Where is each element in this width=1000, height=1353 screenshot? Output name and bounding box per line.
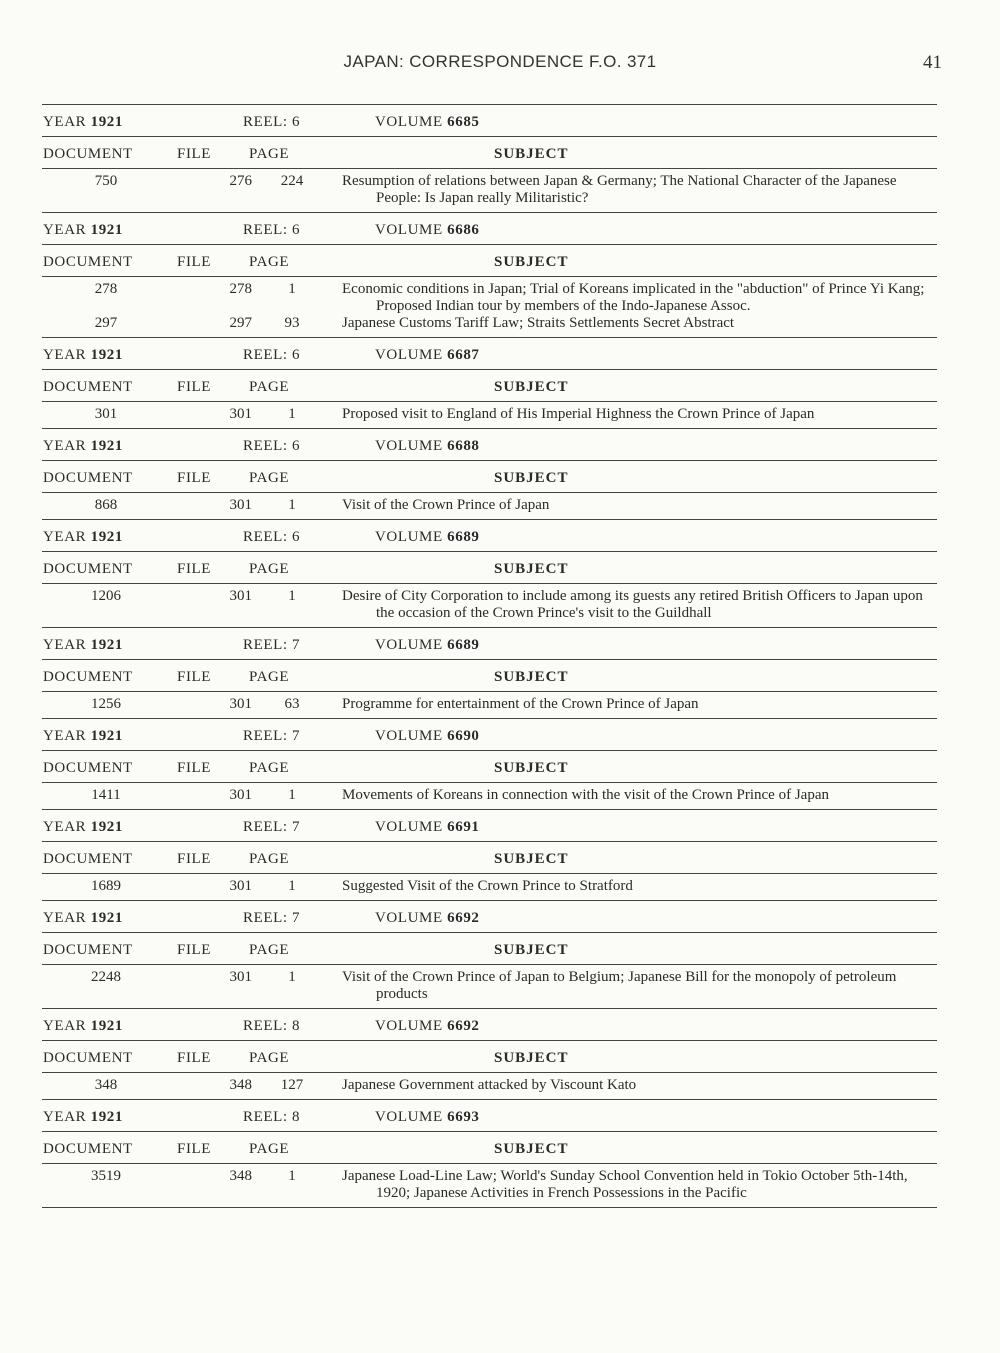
reel-cell: [243, 529, 300, 546]
subject-text: Suggested Visit of the Crown Prince to Stratford: [342, 878, 633, 894]
table-row: [42, 1077, 937, 1094]
year-cell: [43, 1109, 123, 1126]
column-header-file: FILE: [177, 851, 212, 867]
reel-cell: [243, 637, 300, 654]
file-number: 301: [229, 588, 252, 604]
entries-list: [42, 783, 937, 809]
volume-value: 6689: [447, 529, 480, 545]
year-value: 1921: [90, 1018, 123, 1034]
page-number-cell: 1: [288, 878, 296, 894]
subject-text: Movements of Koreans in connection with the visit of the Crown Prince of Japan: [342, 787, 829, 803]
subject-text: Japanese Load-Line Law; World's Sunday School Convention held in Tokio October 5th-14th, 1920; Japanese Activities in French Possessions in the Pacific: [342, 1168, 908, 1201]
year-label: YEAR: [43, 222, 87, 238]
column-header-page: PAGE: [249, 146, 290, 162]
document-number: 1689: [91, 878, 121, 894]
year-label: YEAR: [43, 438, 87, 454]
column-header-document: DOCUMENT: [43, 470, 133, 486]
document-number: 348: [94, 1077, 118, 1093]
reel-label: REEL:: [243, 1018, 288, 1034]
column-header-page: PAGE: [249, 669, 290, 685]
section-header-row: [42, 1009, 937, 1040]
reel-cell: [243, 114, 300, 131]
reel-cell: [243, 910, 300, 927]
column-header-row: [42, 461, 937, 492]
reel-cell: [243, 819, 300, 836]
volume-section: [42, 428, 937, 519]
table-row: [42, 281, 937, 315]
year-value: 1921: [90, 1109, 123, 1125]
year-label: YEAR: [43, 637, 87, 653]
volume-cell: [375, 1109, 480, 1126]
volume-section: [42, 519, 937, 627]
volume-cell: [375, 438, 480, 455]
document-number: 2248: [91, 969, 121, 985]
document-number: 750: [94, 173, 118, 189]
entries-list: [42, 692, 937, 718]
page-number-cell: 127: [280, 1077, 304, 1093]
column-header-subject: SUBJECT: [494, 851, 569, 867]
year-value: 1921: [90, 114, 123, 130]
reel-value: 6: [292, 222, 301, 238]
year-value: 1921: [90, 529, 123, 545]
page-number-cell: 224: [280, 173, 304, 189]
year-label: YEAR: [43, 1018, 87, 1034]
subject-text: Japanese Government attacked by Viscount Kato: [342, 1077, 637, 1093]
column-header-subject: SUBJECT: [494, 561, 569, 577]
column-header-file: FILE: [177, 470, 212, 486]
year-label: YEAR: [43, 819, 87, 835]
document-number: 301: [94, 406, 118, 422]
entries-list: [42, 493, 937, 519]
closing-rule: [42, 1207, 937, 1208]
year-cell: [43, 819, 123, 836]
column-header-document: DOCUMENT: [43, 942, 133, 958]
reel-label: REEL:: [243, 728, 288, 744]
year-value: 1921: [90, 819, 123, 835]
page-number: 41: [923, 52, 942, 73]
year-cell: [43, 910, 123, 927]
page-number-cell: 1: [288, 787, 296, 803]
volume-value: 6692: [447, 910, 480, 926]
subject-text: Visit of the Crown Prince of Japan to Belgium; Japanese Bill for the monopoly of petroleum products: [342, 969, 897, 1002]
table-row: [42, 406, 937, 423]
reel-value: 6: [292, 347, 301, 363]
file-number: 301: [229, 969, 252, 985]
volume-label: VOLUME: [375, 637, 443, 653]
volume-section: [42, 104, 937, 212]
page-number-cell: 1: [288, 406, 296, 422]
column-header-row: [42, 245, 937, 276]
subject-text: Resumption of relations between Japan & Germany; The National Character of the Japanese People: Is Japan really Militaristic?: [342, 173, 897, 206]
column-header-row: [42, 552, 937, 583]
volume-cell: [375, 529, 480, 546]
volume-label: VOLUME: [375, 1109, 443, 1125]
table-row: [42, 497, 937, 514]
volume-cell: [375, 114, 480, 131]
column-header-document: DOCUMENT: [43, 1141, 133, 1157]
file-number: 301: [229, 497, 252, 513]
volume-label: VOLUME: [375, 114, 443, 130]
page-header: [0, 52, 1000, 78]
volume-cell: [375, 1018, 480, 1035]
table-row: [42, 315, 937, 332]
year-value: 1921: [90, 728, 123, 744]
column-header-subject: SUBJECT: [494, 254, 569, 270]
file-number: 301: [229, 878, 252, 894]
column-header-document: DOCUMENT: [43, 669, 133, 685]
file-number: 301: [229, 696, 252, 712]
reel-label: REEL:: [243, 438, 288, 454]
column-header-page: PAGE: [249, 1141, 290, 1157]
column-header-document: DOCUMENT: [43, 760, 133, 776]
subject-text: Japanese Customs Tariff Law; Straits Settlements Secret Abstract: [342, 315, 735, 331]
volume-section: [42, 1008, 937, 1099]
year-cell: [43, 438, 123, 455]
column-header-subject: SUBJECT: [494, 146, 569, 162]
volume-label: VOLUME: [375, 910, 443, 926]
page-number-cell: 1: [288, 281, 296, 297]
file-number: 278: [229, 281, 252, 297]
subject-text: Visit of the Crown Prince of Japan: [342, 497, 550, 513]
year-cell: [43, 637, 123, 654]
column-header-row: [42, 137, 937, 168]
column-header-document: DOCUMENT: [43, 254, 133, 270]
volume-label: VOLUME: [375, 529, 443, 545]
year-cell: [43, 222, 123, 239]
volume-section: [42, 212, 937, 337]
file-number: 348: [229, 1077, 252, 1093]
volume-section: [42, 900, 937, 1008]
entries-list: [42, 584, 937, 627]
reel-value: 8: [292, 1109, 301, 1125]
year-cell: [43, 1018, 123, 1035]
column-header-row: [42, 1041, 937, 1072]
column-header-file: FILE: [177, 1050, 212, 1066]
year-value: 1921: [90, 347, 123, 363]
year-cell: [43, 347, 123, 364]
column-header-file: FILE: [177, 942, 212, 958]
volume-cell: [375, 728, 480, 745]
column-header-file: FILE: [177, 379, 212, 395]
volume-cell: [375, 819, 480, 836]
column-header-row: [42, 933, 937, 964]
reel-label: REEL:: [243, 819, 288, 835]
page-number-cell: 1: [288, 1168, 296, 1184]
volume-value: 6690: [447, 728, 480, 744]
reel-value: 7: [292, 910, 301, 926]
entries-list: [42, 1164, 937, 1207]
reel-value: 6: [292, 529, 301, 545]
volume-section: [42, 809, 937, 900]
year-label: YEAR: [43, 114, 87, 130]
section-header-row: [42, 719, 937, 750]
entries-list: [42, 1073, 937, 1099]
year-label: YEAR: [43, 347, 87, 363]
table-row: [42, 696, 937, 713]
subject-text: Proposed visit to England of His Imperial Highness the Crown Prince of Japan: [342, 406, 815, 422]
column-header-subject: SUBJECT: [494, 379, 569, 395]
subject-text: Economic conditions in Japan; Trial of Koreans implicated in the "abduction" of Prince Yi Kang; Proposed Indian tour by members of the Indo-Japanese Assoc.: [342, 281, 925, 314]
section-header-row: [42, 429, 937, 460]
volume-section: [42, 1099, 937, 1207]
reel-label: REEL:: [243, 637, 288, 653]
volume-label: VOLUME: [375, 1018, 443, 1034]
year-label: YEAR: [43, 910, 87, 926]
section-header-row: [42, 520, 937, 551]
file-number: 276: [229, 173, 252, 189]
column-header-page: PAGE: [249, 379, 290, 395]
entries-list: [42, 402, 937, 428]
reel-label: REEL:: [243, 347, 288, 363]
column-header-file: FILE: [177, 561, 212, 577]
section-header-row: [42, 1100, 937, 1131]
table-row: [42, 878, 937, 895]
volume-value: 6687: [447, 347, 480, 363]
reel-label: REEL:: [243, 910, 288, 926]
column-header-file: FILE: [177, 760, 212, 776]
volume-section: [42, 627, 937, 718]
section-header-row: [42, 628, 937, 659]
volume-cell: [375, 222, 480, 239]
document-number: 1411: [91, 787, 121, 803]
table-row: [42, 969, 937, 1003]
column-header-document: DOCUMENT: [43, 561, 133, 577]
column-header-row: [42, 660, 937, 691]
column-header-row: [42, 1132, 937, 1163]
column-header-subject: SUBJECT: [494, 1141, 569, 1157]
section-header-row: [42, 213, 937, 244]
section-header-row: [42, 901, 937, 932]
year-label: YEAR: [43, 529, 87, 545]
column-header-page: PAGE: [249, 851, 290, 867]
volume-value: 6688: [447, 438, 480, 454]
reel-value: 7: [292, 637, 301, 653]
column-header-subject: SUBJECT: [494, 1050, 569, 1066]
volume-label: VOLUME: [375, 222, 443, 238]
reel-label: REEL:: [243, 222, 288, 238]
volume-value: 6692: [447, 1018, 480, 1034]
table-row: [42, 1168, 937, 1202]
reel-value: 6: [292, 114, 301, 130]
column-header-subject: SUBJECT: [494, 669, 569, 685]
file-number: 297: [229, 315, 252, 331]
column-header-page: PAGE: [249, 942, 290, 958]
reel-cell: [243, 347, 300, 364]
column-header-document: DOCUMENT: [43, 146, 133, 162]
volume-cell: [375, 347, 480, 364]
volume-value: 6686: [447, 222, 480, 238]
column-header-page: PAGE: [249, 470, 290, 486]
column-header-row: [42, 842, 937, 873]
correspondence-table: [42, 104, 937, 1208]
reel-value: 7: [292, 728, 301, 744]
column-header-file: FILE: [177, 669, 212, 685]
volume-cell: [375, 910, 480, 927]
document-number: 278: [94, 281, 118, 297]
reel-cell: [243, 438, 300, 455]
document-number: 868: [94, 497, 118, 513]
section-header-row: [42, 338, 937, 369]
file-number: 301: [229, 406, 252, 422]
page-number-cell: 1: [288, 588, 296, 604]
column-header-subject: SUBJECT: [494, 760, 569, 776]
reel-value: 6: [292, 438, 301, 454]
entries-list: [42, 874, 937, 900]
year-cell: [43, 728, 123, 745]
reel-cell: [243, 728, 300, 745]
subject-text: Programme for entertainment of the Crown Prince of Japan: [342, 696, 699, 712]
entries-list: [42, 277, 937, 337]
volume-label: VOLUME: [375, 728, 443, 744]
document-number: 1206: [91, 588, 121, 604]
reel-label: REEL:: [243, 1109, 288, 1125]
table-row: [42, 787, 937, 804]
column-header-page: PAGE: [249, 760, 290, 776]
year-value: 1921: [90, 637, 123, 653]
file-number: 348: [229, 1168, 252, 1184]
page-number-cell: 63: [284, 696, 300, 712]
column-header-page: PAGE: [249, 254, 290, 270]
section-header-row: [42, 810, 937, 841]
document-number: 297: [94, 315, 118, 331]
volume-section: [42, 337, 937, 428]
column-header-row: [42, 751, 937, 782]
section-header-row: [42, 105, 937, 136]
volume-section: [42, 718, 937, 809]
volume-value: 6693: [447, 1109, 480, 1125]
volume-value: 6685: [447, 114, 480, 130]
year-value: 1921: [90, 910, 123, 926]
volume-value: 6689: [447, 637, 480, 653]
file-number: 301: [229, 787, 252, 803]
page-number-cell: 1: [288, 497, 296, 513]
reel-cell: [243, 1109, 300, 1126]
column-header-page: PAGE: [249, 1050, 290, 1066]
document-number: 3519: [91, 1168, 121, 1184]
reel-value: 8: [292, 1018, 301, 1034]
column-header-row: [42, 370, 937, 401]
column-header-subject: SUBJECT: [494, 942, 569, 958]
reel-label: REEL:: [243, 529, 288, 545]
table-row: [42, 173, 937, 207]
year-cell: [43, 529, 123, 546]
document-number: 1256: [91, 696, 121, 712]
year-value: 1921: [90, 222, 123, 238]
column-header-page: PAGE: [249, 561, 290, 577]
page-number-cell: 1: [288, 969, 296, 985]
column-header-document: DOCUMENT: [43, 851, 133, 867]
reel-value: 7: [292, 819, 301, 835]
volume-label: VOLUME: [375, 347, 443, 363]
column-header-file: FILE: [177, 254, 212, 270]
volume-label: VOLUME: [375, 819, 443, 835]
year-cell: [43, 114, 123, 131]
volume-value: 6691: [447, 819, 480, 835]
column-header-file: FILE: [177, 1141, 212, 1157]
column-header-document: DOCUMENT: [43, 379, 133, 395]
entries-list: [42, 965, 937, 1008]
column-header-file: FILE: [177, 146, 212, 162]
running-title: JAPAN: CORRESPONDENCE F.O. 371: [343, 52, 657, 71]
year-value: 1921: [90, 438, 123, 454]
column-header-subject: SUBJECT: [494, 470, 569, 486]
table-row: [42, 588, 937, 622]
subject-text: Desire of City Corporation to include among its guests any retired British Officers to Japan upon the occasion of the Crown Prince's visit to the Guildhall: [342, 588, 923, 621]
reel-cell: [243, 222, 300, 239]
volume-label: VOLUME: [375, 438, 443, 454]
year-label: YEAR: [43, 728, 87, 744]
column-header-document: DOCUMENT: [43, 1050, 133, 1066]
entries-list: [42, 169, 937, 212]
reel-label: REEL:: [243, 114, 288, 130]
reel-cell: [243, 1018, 300, 1035]
page-number-cell: 93: [284, 315, 300, 331]
year-label: YEAR: [43, 1109, 87, 1125]
volume-cell: [375, 637, 480, 654]
